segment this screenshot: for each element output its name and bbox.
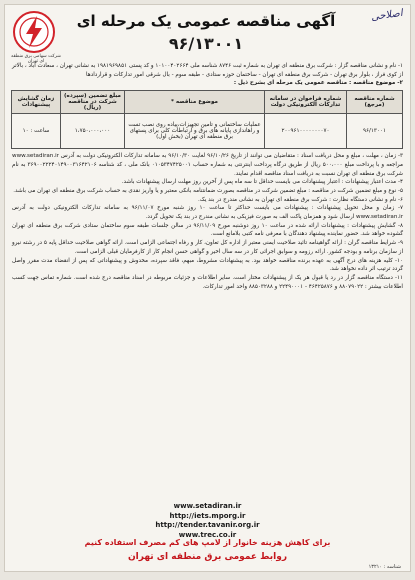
clause-item: ۹- شرایط مناقصه گران : ارائه گواهینامه تائید صلاحیت ایمنی معتبر از اداره کل تعاون، کار و رفاه اجتماعی الزامی است. ارائه گواهی صلاحیت حداقل پایه ۵ در رشته نیرو از سازمان برنامه و بودجه کشور. ارائه رزومه و سوابق اجرائی کار در سه سال اخیر و گواهی حسن انجام کار از کارفرمایان قبلی الزامی است. <box>12 240 403 255</box>
clause-item: ۵- نوع و مبلغ تضمین شرکت در مناقصه : مبلغ تضمین شرکت در مناقصه بصورت ضمانتنامه بانکی معتبر و یا واریز نقدی به حساب شرکت برق منطقه ای تهران می باشد. <box>13 187 403 194</box>
table-header: موضوع مناقصه * <box>125 91 265 114</box>
clause-item: ۸- گشایش پیشنهادات : پیشنهادات ارائه شده در ساعت ۱۰ روز دوشنبه مورخ ۹۶/۱۱/۰۹ در سالن جلسات طبقه سوم ساختمان ستادی شرکت برق منطقه ای تهران گشوده خواهد شد. حضور نماینده پیشنهاد دهندگان با معرفی نامه کتبی بلامانع است. <box>12 222 403 238</box>
lightning-logo-icon <box>12 10 56 54</box>
table-header: مبلغ تضمین (سپرده) شرکت در مناقصه (ریال) <box>61 91 125 114</box>
public-relations-signature: روابط عمومی برق منطقه ای تهران <box>127 552 288 562</box>
table-header: شماره مناقصه (مرجع) <box>347 91 403 114</box>
clause-organizer: ۱- نام و نشانی مناقصه گزار : شرکت برق منطقه ای تهران به شماره ثبت ۸۷۴۶ شناسه ملی ۱۰۱۰۰۴۰۲۶۶۴ و کد پستی ۱۹۸۱۹۶۹۸۵۱ به نشانی تهران ، سعادت آباد ، بالاتر از کوی فراز ، بلوار برق تهران - شرکت برق منطقه ای تهران - ساختمان حوزه ستادی - طبقه سوم - بال شرقی امور تدارکات و قراردادها <box>12 63 403 78</box>
table-header: شماره فراخوان در سامانه تدارکات الکترونیکی دولت <box>265 91 347 114</box>
table-cell: ۹۶/۱۳۰۰۱ <box>347 114 403 149</box>
clause-item: ۳- زمان ، مهلت ، مبلغ و محل دریافت اسناد : متقاضیان می توانند از تاریخ ۹۶/۱۰/۲۶ لغایت ۹۶/۱۰/۳۰ به سامانه تدارکات الکترونیکی دولت به آدرس www.setadiran.ir مراجعه و با پرداخت مبلغ ۵۰۰،۰۰۰ ریال از طریق درگاه پرداخت اینترنتی به شماره حساب ۰۱۰۵۳۴۷۴۲۵۰۰۱ بانک ملی ، کد شناسه ۳۶۹۰۰۲۲۲۴۰۱۴۹۰۰۳۱۶۴۲۱۰۶ به نام شرکت برق منطقه ای تهران نسبت به دریافت اسناد مناقصه اقدام نمایند. <box>12 153 404 177</box>
table-header-row <box>12 91 403 114</box>
logo-caption: شرکت سهامی برق منطقه ای تهران <box>11 54 61 64</box>
notice-code: شناسه : ۱۳۲۱۰ <box>368 564 401 570</box>
table-cell: عملیات ساختمانی و تامین تجهیزات،پیاده روی نصب تست و راهاندازی پایانه های برق و ارتباطات کلی برای پستهای برق منطقه ای تهران (بخش اول) <box>125 114 265 149</box>
notice-header <box>4 4 411 62</box>
clause-subject: ۲- موضوع مناقصه : مناقصه عمومی یک مرحله ای بشرح ذیل : <box>233 80 403 87</box>
link-iets[interactable]: http://iets.mporg.ir <box>169 511 246 520</box>
revision-stamp: اصلاحی <box>370 7 404 24</box>
website-links <box>4 502 411 540</box>
clause-item: ۱۱- دستگاه مناقصه گزار در رد یا قبول هر یک از پیشنهادات مختار است. سایر اطلاعات و جزئیات مربوطه در اسناد مناقصه درج شده است. شماره تماس جهت کسب اطلاعات بیشتر : ۸۸۰۷۹۰۲۲ و ۴۶۴۲۵۸۷۶ - ۲۲۴۹۰۰۰۱ و ۸۸۵۰۳۲۸۸ واحد امور تدارکات. <box>12 274 403 290</box>
notice-body <box>4 62 411 88</box>
link-setadiran[interactable]: www.setadiran.ir <box>173 502 242 510</box>
clause-item: ۶- نام و نشانی دستگاه نظارت : شرکت برق منطقه ای تهران به نشانی مندرج در بند یک. <box>198 196 403 203</box>
tender-notice <box>4 4 411 572</box>
table-cell: ساعت : ۱۰ <box>12 114 61 149</box>
energy-saving-slogan: برای کاهش هزینه خانوار از لامپ های کم مصرف استفاده کنیم <box>84 538 331 547</box>
table-cell: ۲۰۰۹۶۱۰۰۰۰۰۰۰۰۷۰ <box>265 114 347 149</box>
clause-item: ۴- مدت اعتبار پیشنهادات : اعتبار پیشنهادات می بایست حداقل تا سه ماه پس از آخرین روز مهلت ارسال پیشنهادات باشد. <box>121 179 403 186</box>
link-tavanir[interactable]: http://tender.tavanir.org.ir <box>155 521 260 529</box>
tender-table <box>11 90 403 149</box>
table-cell: ۱،۷۵۰،۰۰۰،۰۰۰ <box>61 114 125 149</box>
notice-clauses <box>4 152 411 291</box>
table-row <box>12 114 403 149</box>
link-trec[interactable]: www.trec.co.ir <box>178 530 237 539</box>
clause-item: ۱۰- کلیه هزینه های درج آگهی به عهده برنده مناقصه خواهد بود. به پیشنهادات مشروط، مبهم، فاقد سپرده، مخدوش و پیشنهاداتی که پس از انقضاء مدت مقرر واصل گردد ترتیب اثر داده نخواهد شد. <box>12 257 403 273</box>
notice-title: آگهی مناقصه عمومی یک مرحله ای <box>76 12 336 30</box>
table-header: زمان گشایش پیشنهادات <box>12 91 61 114</box>
clause-item: ۷- زمان و محل تحویل پیشنهادات : پیشنهادات می بایست حداکثر تا ساعت ۱۰ روز شنبه مورخ ۹۶/۱۱/۰۷ به سامانه تدارکات الکترونیکی دولت به آدرس www.setadiran.ir ارسال شود و همزمان پاکت الف به صورت فیزیکی به نشانی مندرج در بند یک تحویل گردد. <box>12 205 403 221</box>
tender-number-title: ۹۶/۱۳۰۰۱ <box>168 34 244 53</box>
